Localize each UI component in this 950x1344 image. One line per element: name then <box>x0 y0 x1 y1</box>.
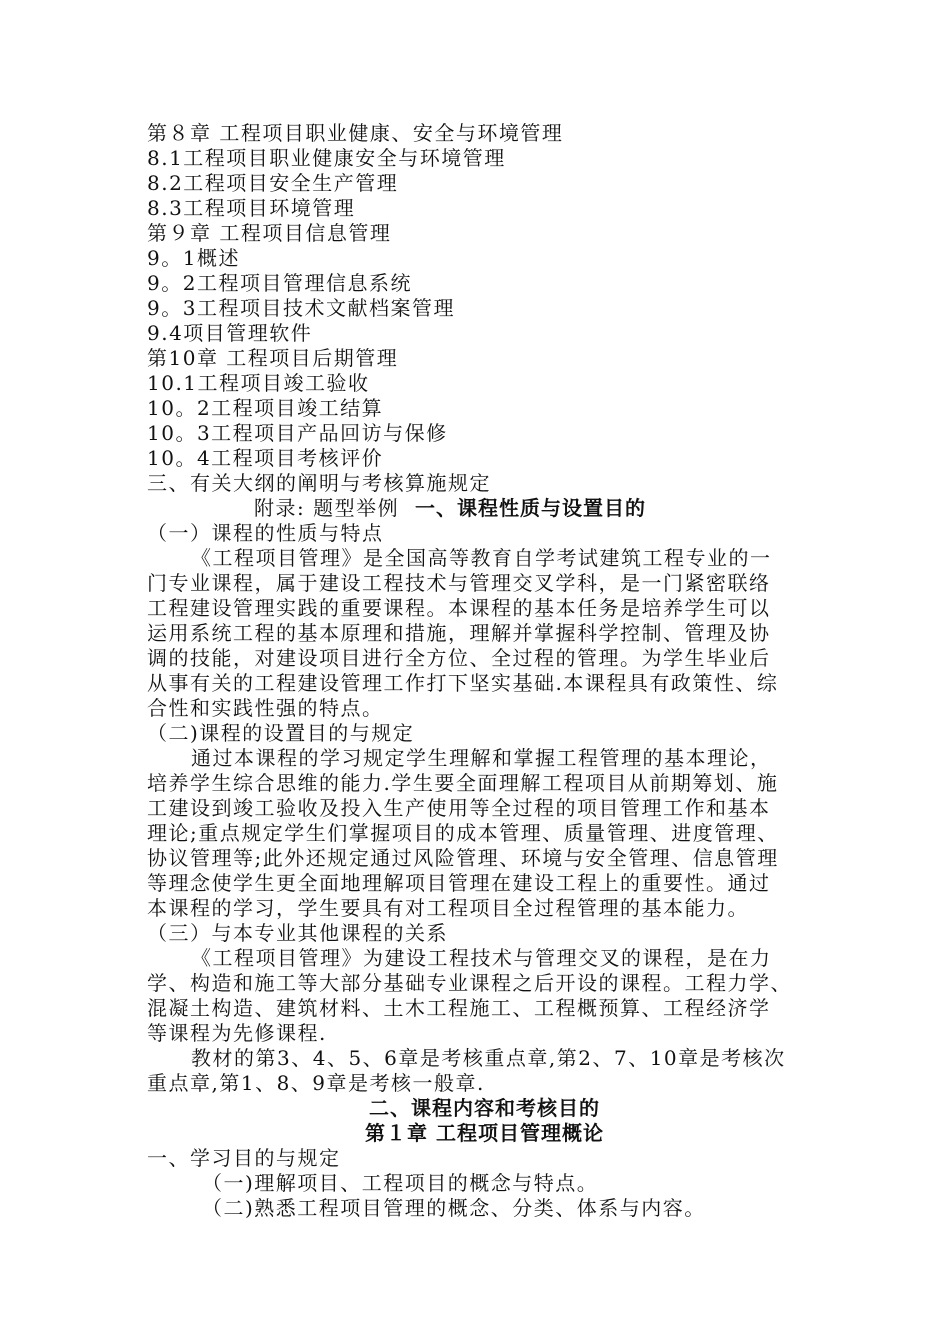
toc-line: 10。2工程项目竣工结算 <box>147 396 384 420</box>
paragraph-line: 《工程项目管理》为建设工程技术与管理交叉的课程，是在力 <box>191 946 772 970</box>
paragraph-line: 通过本课程的学习规定学生理解和掌握工程管理的基本理论， <box>191 746 772 770</box>
study-heading: 一、学习目的与规定 <box>147 1146 341 1170</box>
purpose-heading: （二)课程的设置目的与规定 <box>147 721 415 745</box>
toc-line: 8.2工程项目安全生产管理 <box>147 171 399 195</box>
paragraph-line: 培养学生综合思维的能力.学生要全面理解工程项目从前期筹划、施 <box>147 771 779 795</box>
toc-line: 9。2工程项目管理信息系统 <box>147 271 412 295</box>
toc-line: 三、有关大纲的阐明与考核算施规定 <box>147 471 491 495</box>
paragraph-line: 工程建设管理实践的重要课程。本课程的基本任务是培养学生可以 <box>147 596 771 620</box>
appendix-label: 附录: 题型举例 <box>254 496 400 520</box>
study-item: （一)理解项目、工程项目的概念与特点。 <box>202 1171 599 1195</box>
relation-heading: （三）与本专业其他课程的关系 <box>147 921 448 945</box>
toc-line: 10。4工程项目考核评价 <box>147 446 384 470</box>
paragraph-line: 混凝土构造、建筑材料、土木工程施工、工程概预算、工程经济学 <box>147 996 771 1020</box>
study-item: （二)熟悉工程项目管理的概念、分类、体系与内容。 <box>202 1196 706 1220</box>
paragraph-line: 本课程的学习，学生要具有对工程项目全过程管理的基本能力。 <box>147 896 749 920</box>
paragraph-line: 门专业课程，属于建设工程技术与管理交叉学科，是一门紧密联络 <box>147 571 771 595</box>
toc-line: 第10章 工程项目后期管理 <box>147 346 399 370</box>
toc-line: 第９章 工程项目信息管理 <box>147 221 392 245</box>
paragraph-line: 运用系统工程的基本原理和措施，理解并掌握科学控制、管理及协 <box>147 621 771 645</box>
paragraph-line: 重点章,第1、8、9章是考核一般章. <box>147 1071 485 1095</box>
paragraph-line: 合性和实践性强的特点。 <box>147 696 384 720</box>
paragraph-line: 调的技能，对建设项目进行全方位、全过程的管理。为学生毕业后 <box>147 646 771 670</box>
toc-line: 9。3工程项目技术文献档案管理 <box>147 296 455 320</box>
section-one-heading: 一、课程性质与设置目的 <box>414 496 646 520</box>
paragraph-line: 教材的第3、4、5、6章是考核重点章,第2、7、10章是考核次 <box>191 1046 786 1070</box>
document-body <box>147 121 822 1221</box>
paragraph-line: 等理念使学生更全面地理解项目管理在建设工程上的重要性。通过 <box>147 871 771 895</box>
paragraph-line: 工建设到竣工验收及投入生产使用等全过程的项目管理工作和基本 <box>147 796 771 820</box>
paragraph-line: 学、构造和施工等大部分基础专业课程之后开设的课程。工程力学、 <box>147 971 792 995</box>
toc-line: 9.4项目管理软件 <box>147 321 313 345</box>
toc-line: 10.1工程项目竣工验收 <box>147 371 370 395</box>
section-two-heading: 二、课程内容和考核目的 <box>369 1096 600 1120</box>
appendix-heading <box>147 496 822 521</box>
paragraph-line: 理论;重点规定学生们掌握项目的成本管理、质量管理、进度管理、 <box>147 821 779 845</box>
toc-line: 9。1概述 <box>147 246 240 270</box>
paragraph-line: 等课程为先修课程. <box>147 1021 327 1045</box>
paragraph-line: 《工程项目管理》是全国高等教育自学考试建筑工程专业的一 <box>191 546 772 570</box>
paragraph-line: 协议管理等;此外还规定通过风险管理、环境与安全管理、信息管理 <box>147 846 779 870</box>
toc-line: 8.1工程项目职业健康安全与环境管理 <box>147 146 506 170</box>
paragraph-line: 从事有关的工程建设管理工作打下坚实基础.本课程具有政策性、综 <box>147 671 779 695</box>
chapter-one-heading: 第１章 工程项目管理概论 <box>365 1121 604 1145</box>
toc-line: 第８章 工程项目职业健康、安全与环境管理 <box>147 121 564 145</box>
toc-line: 10。3工程项目产品回访与保修 <box>147 421 448 445</box>
toc-line: 8.3工程项目环境管理 <box>147 196 356 220</box>
nature-heading: （一）课程的性质与特点 <box>147 521 384 545</box>
